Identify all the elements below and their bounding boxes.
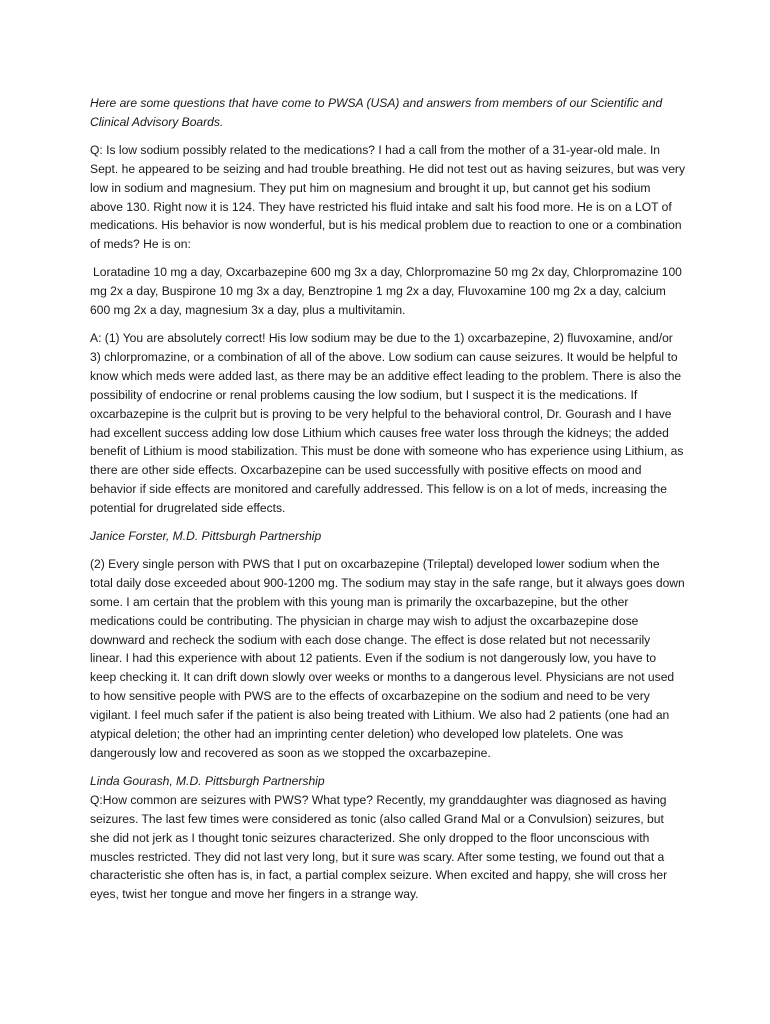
signature-gourash: Linda Gourash, M.D. Pittsburgh Partnership: [90, 773, 325, 788]
medication-list: Loratadine 10 mg a day, Oxcarbazepine 600 mg 3x a day, Chlorpromazine 50 mg 2x day, Chlorpromazine 100 mg 2x a day, Buspirone 10 mg 3x a day, Benztropine 1 mg 2x a day, Fluvoxamine 100 mg 2x a day, calcium 600 mg 2x a day, magnesium 3x a day, plus a multivitamin.: [90, 265, 682, 318]
intro-paragraph: Here are some questions that have come to PWSA (USA) and answers from members of our Scientific and Clinical Advisory Boards.: [90, 96, 663, 129]
question-1: Q: Is low sodium possibly related to the medications? I had a call from the mother of a 31-year-old male. In Sept. he appeared to be seizing and had trouble breathing. He did not test out as having seizures, but was very low in sodium and magnesium. They put him on magnesium and brought it up, but cannot get his sodium above 130. Right now it is 124. They have restricted his fluid intake and salt his food more. He is on a LOT of medications. His behavior is now wonderful, but is his medical problem due to reaction to one or a combination of meds? He is on:: [90, 142, 685, 252]
document-page: [90, 94, 685, 913]
answer-1: A: (1) You are absolutely correct! His low sodium may be due to the 1) oxcarbazepine, 2) fluvoxamine, and/or 3) chlorpromazine, or a combination of all of the above. Low sodium can cause seizures. It would be helpful to know which meds were added last, as there may be an additive effect leading to the problem. There is also the possibility of endocrine or renal problems causing the low sodium, but I suspect it is the medications. If oxcarbazepine is the culprit but is proving to be very helpful to the behavioral control, Dr. Gourash and I have had excellent success adding low dose Lithium which causes free water loss through the kidneys; the added benefit of Lithium is mood stabilization. This must be done with someone who has experience using Lithium, as there are other side effects. Oxcarbazepine can be used successfully with positive effects on mood and behavior if side effects are monitored and carefully addressed. This fellow is on a lot of meds, increasing the potential for drugrelated side effects.: [90, 330, 684, 516]
question-2: Q:How common are seizures with PWS? What type? Recently, my granddaughter was diagnosed as having seizures. The last few times were considered as tonic (also called Grand Mal or a Convulsion) seizures, but she did not jerk as I thought tonic seizures characterized. She only dropped to the floor unconscious with muscles restricted. They did not last very long, but it sure was scary. After some testing, we found out that a characteristic she often has is, in fact, a partial complex seizure. When excited and happy, she will cross her eyes, twist her tongue and move her fingers in a strange way.: [90, 792, 668, 902]
signature-forster: Janice Forster, M.D. Pittsburgh Partnership: [90, 529, 322, 544]
answer-2: (2) Every single person with PWS that I put on oxcarbazepine (Trileptal) developed lower sodium when the total daily dose exceeded about 900-1200 mg. The sodium may stay in the safe range, but it always goes down some. I am certain that the problem with this young man is primarily the oxcarbazepine, but the other medications could be contributing. The physician in charge may wish to adjust the oxcarbazepine dose downward and recheck the sodium with each dose change. The effect is dose related but not necessarily linear. I had this experience with about 12 patients. Even if the sodium is not dangerously low, you have to keep checking it. It can drift down slowly over weeks or months to a dangerous level. Physicians are not used to how sensitive people with PWS are to the effects of oxcarbazepine on the sodium and need to be very vigilant. I feel much safer if the patient is also being treated with Lithium. We also had 2 patients (one had an atypical deletion; the other had an imprinting center deletion) who developed low platelets. One was dangerously low and recovered as soon as we stopped the oxcarbazepine.: [90, 556, 685, 760]
